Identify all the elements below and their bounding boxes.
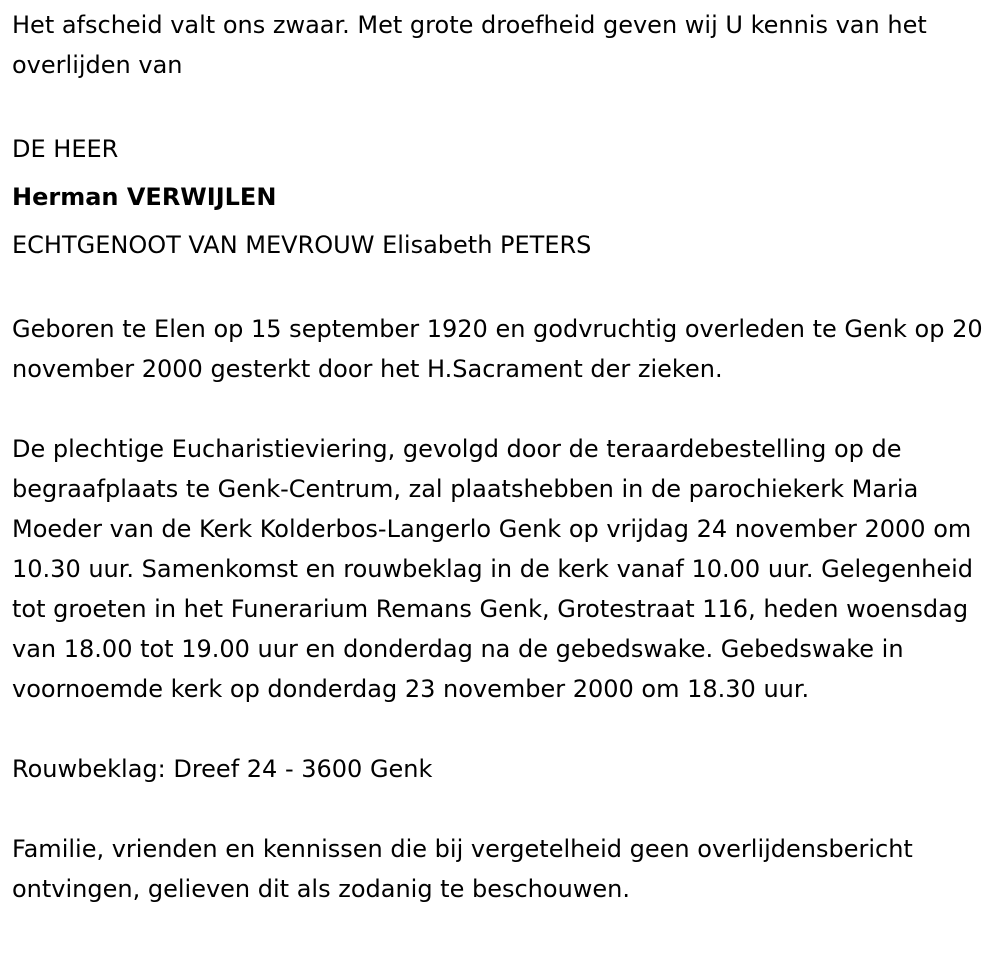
- condolence-address-paragraph: [12, 749, 988, 789]
- deceased-header: [12, 125, 988, 269]
- ceremony-paragraph: [12, 429, 988, 709]
- intro-paragraph: [12, 5, 988, 85]
- deceased-name: Herman VERWIJLEN: [12, 183, 277, 211]
- spouse-line: ECHTGENOOT VAN MEVROUW Elisabeth PETERS: [12, 231, 592, 259]
- closing-text: Familie, vrienden en kennissen die bij vergetelheid geen overlijdensbericht ontvingen, gelieven dit als zodanig te beschouwen.: [12, 835, 913, 903]
- honorific-title: DE HEER: [12, 135, 119, 163]
- closing-paragraph: [12, 829, 988, 909]
- intro-text: Het afscheid valt ons zwaar. Met grote droefheid geven wij U kennis van het overlijden van: [12, 11, 927, 79]
- condolence-address-text: Rouwbeklag: Dreef 24 - 3600 Genk: [12, 755, 433, 783]
- birth-death-text: Geboren te Elen op 15 september 1920 en godvruchtig overleden te Genk op 20 november 2000 gesterkt door het H.Sacrament der zieken.: [12, 315, 983, 383]
- birth-death-paragraph: [12, 309, 988, 389]
- ceremony-text: De plechtige Eucharistieviering, gevolgd door de teraardebestelling op de begraafplaats te Genk-Centrum, zal plaatshebben in de parochiekerk Maria Moeder van de Kerk Kolderbos-Langerlo Genk op vrijdag 24 november 2000 om 10.30 uur. Samenkomst en rouwbeklag in de kerk vanaf 10.00 uur. Gelegenheid tot groeten in het Funerarium Remans Genk, Grotestraat 116, heden woensdag van 18.00 tot 19.00 uur en donderdag na de gebedswake. Gebedswake in voornoemde kerk op donderdag 23 november 2000 om 18.30 uur.: [12, 435, 974, 703]
